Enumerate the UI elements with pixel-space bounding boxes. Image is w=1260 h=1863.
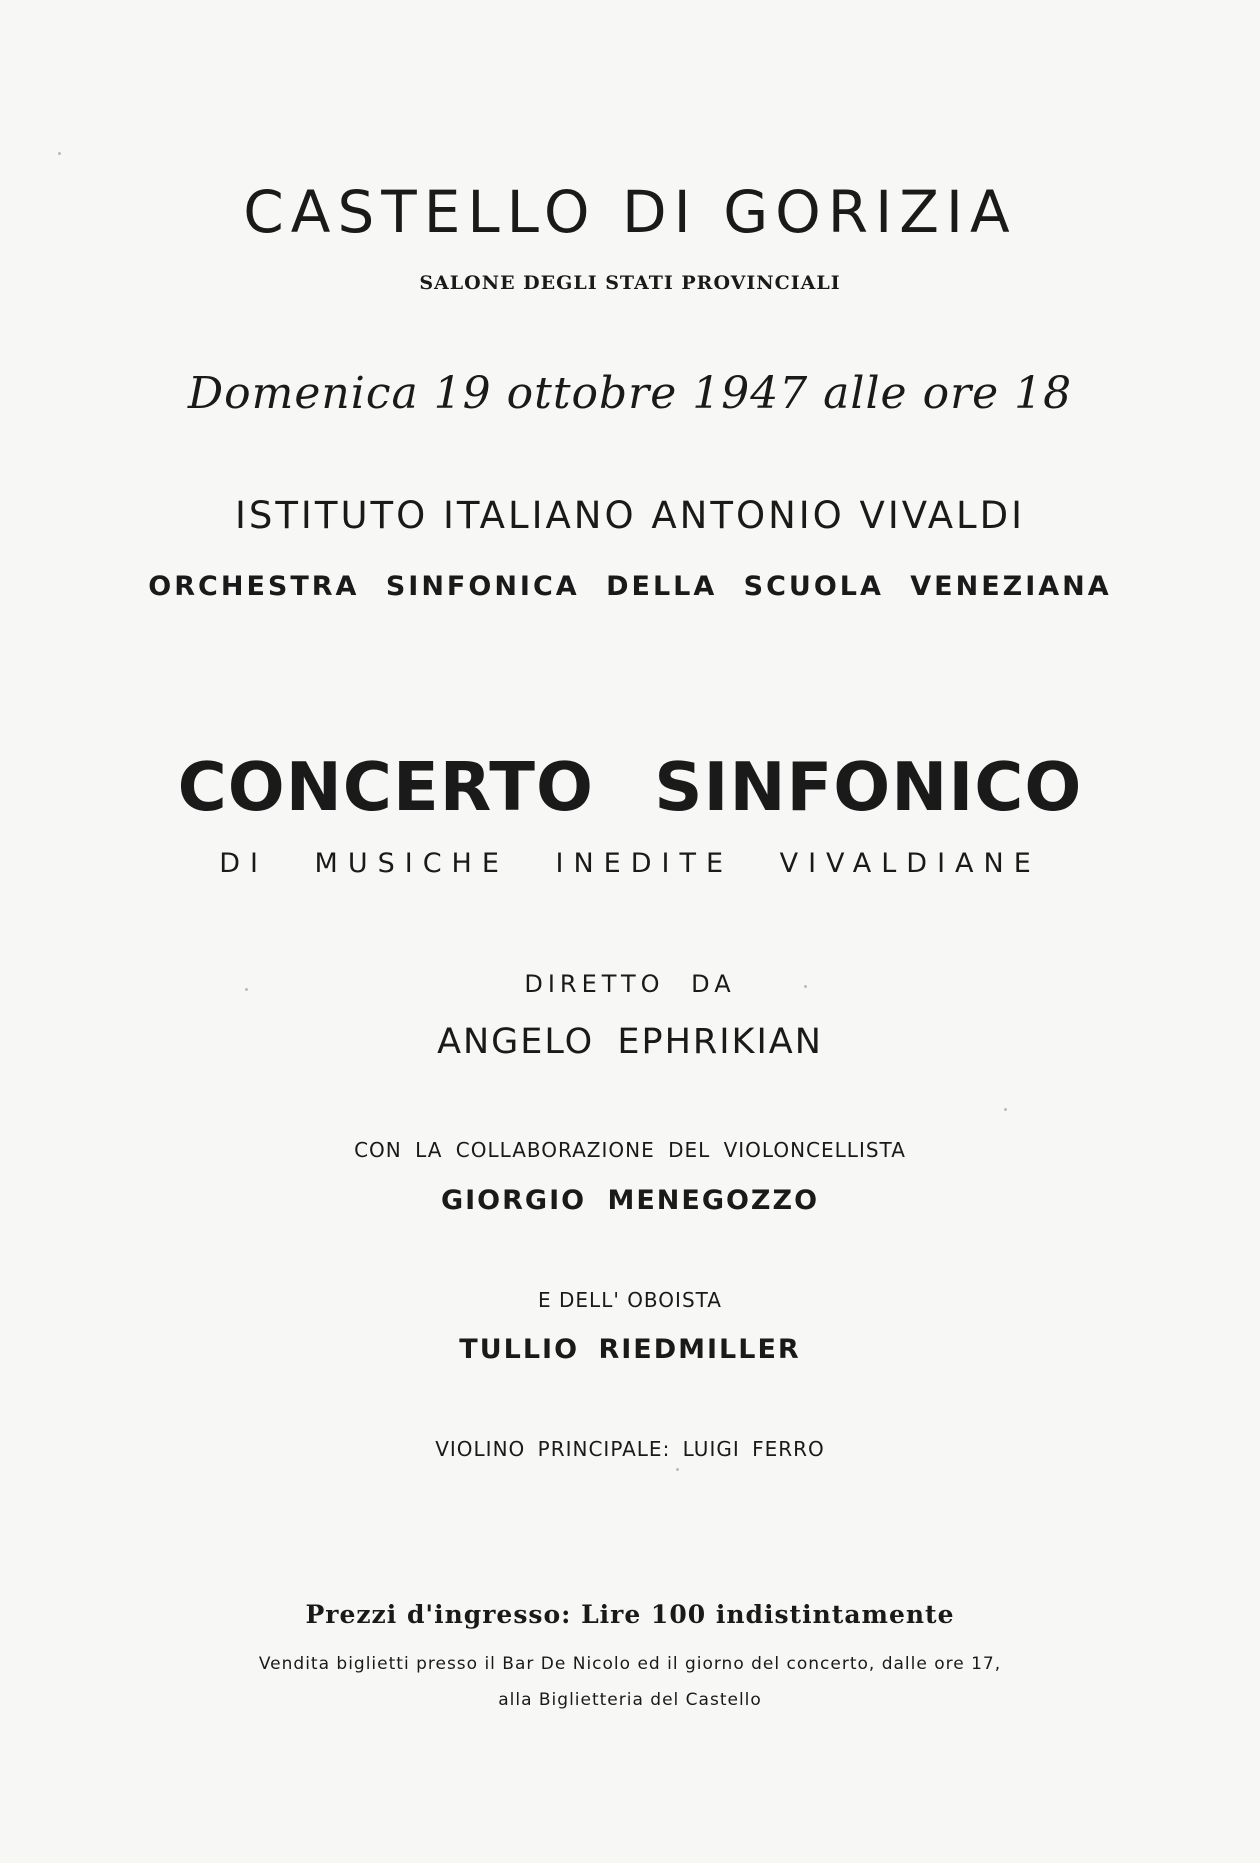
orchestra-name: ORCHESTRA SINFONICA DELLA SCUOLA VENEZIANA <box>148 571 1112 602</box>
cellist-label: CON LA COLLABORAZIONE DEL VIOLONCELLISTA <box>354 1138 906 1162</box>
conductor-label: DIRETTO DA <box>524 970 736 998</box>
paper-speck <box>58 152 61 155</box>
venue-title: CASTELLO DI GORIZIA <box>243 178 1017 246</box>
concert-subtitle: DI MUSICHE INEDITE VIVALDIANE <box>219 848 1041 879</box>
event-date: Domenica 19 ottobre 1947 alle ore 18 <box>187 368 1073 419</box>
paper-speck <box>245 988 248 991</box>
ticket-prices: Prezzi d'ingresso: Lire 100 indistintamente <box>305 1600 955 1629</box>
oboist-label: E DELL' OBOISTA <box>538 1288 722 1312</box>
ticket-sales-line-2: alla Biglietteria del Castello <box>498 1690 762 1710</box>
oboist-name: TULLIO RIEDMILLER <box>459 1334 801 1365</box>
principal-violin: VIOLINO PRINCIPALE: LUIGI FERRO <box>435 1437 825 1461</box>
paper-speck <box>676 1468 679 1471</box>
ticket-sales-line-1: Vendita biglietti presso il Bar De Nicolo ed il giorno del concerto, dalle ore 17, <box>258 1654 1002 1674</box>
conductor-name: ANGELO EPHRIKIAN <box>437 1022 823 1062</box>
venue-hall: SALONE DEGLI STATI PROVINCIALI <box>419 272 841 294</box>
concert-title: CONCERTO SINFONICO <box>177 748 1083 826</box>
paper-speck <box>804 985 807 988</box>
institute-name: ISTITUTO ITALIANO ANTONIO VIVALDI <box>234 494 1026 537</box>
paper-speck <box>1004 1108 1007 1111</box>
cellist-name: GIORGIO MENEGOZZO <box>440 1185 820 1216</box>
